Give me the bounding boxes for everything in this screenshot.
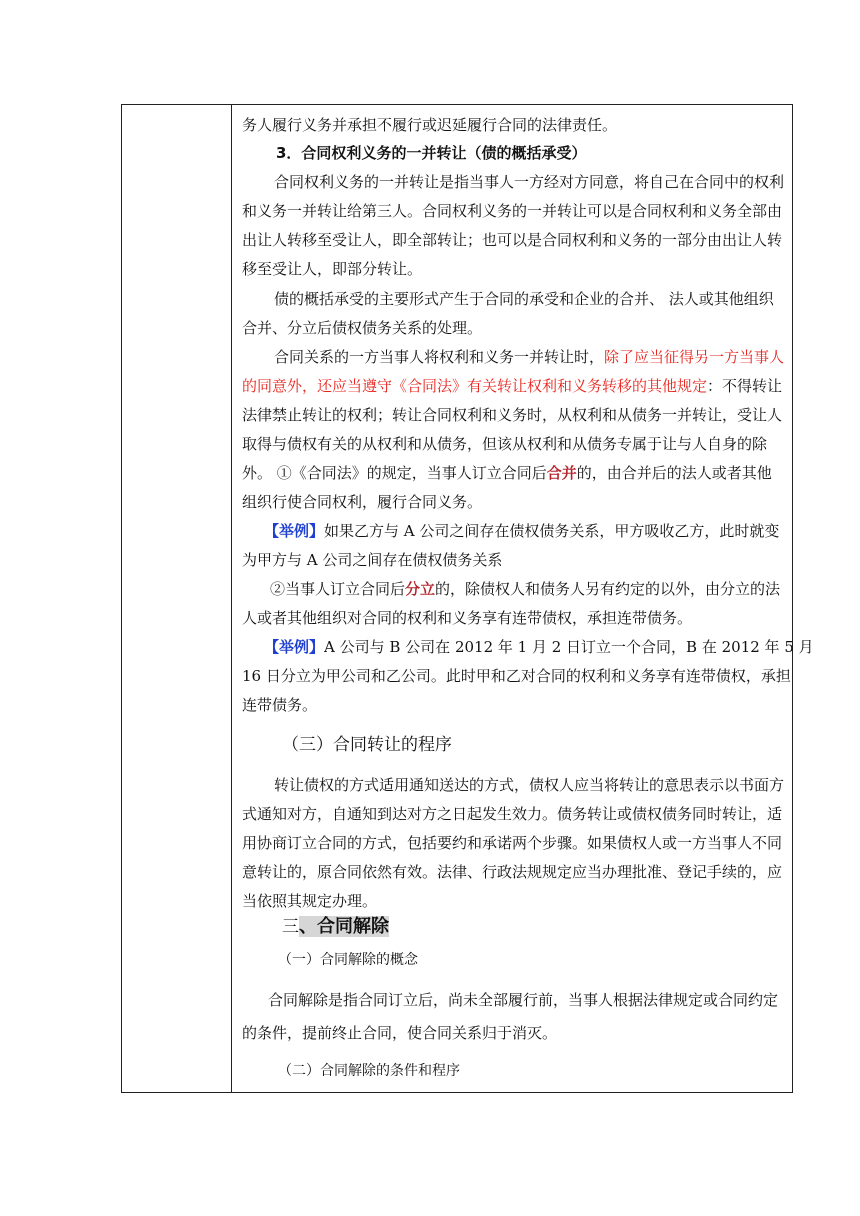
chapter-number: 三	[282, 917, 299, 937]
text-line: 和义务一并转让给第三人。合同权利义务的一并转让可以是合同权利和义务全部由	[242, 202, 783, 220]
subheading: （一）合同解除的概念	[278, 952, 418, 968]
text-line: 式通知对方，自通知到达对方之日起发生效力。债务转让或债权债务同时转让，适	[242, 805, 783, 823]
text-line: 合同解除是指合同订立后，尚未全部履行前，当事人根据法律规定或合同约定	[268, 991, 779, 1009]
text-line	[274, 347, 784, 367]
text-line: 合并、分立后债权债务关系的处理。	[242, 319, 483, 337]
text-line: 当依照其规定办理。	[242, 892, 378, 910]
text-line: 意转让的，原合同依然有效。法律、行政法规规定应当办理批准、登记手续的，应	[242, 863, 783, 881]
chapter-heading	[282, 915, 389, 939]
subheading: （二）合同解除的条件和程序	[278, 1063, 460, 1079]
text-run: 的，由合并后的法人或者其他	[576, 464, 772, 482]
text-line: 法律禁止转让的权利；转让合同权利和义务时，从权利和从债务一并转让，受让人	[242, 406, 783, 424]
subheading-3: 3．合同权利义务的一并转让（债的概括承受）	[276, 144, 587, 162]
text-line: 的条件，提前终止合同，使合同关系归于消灭。	[242, 1024, 558, 1042]
highlighted-text: 的同意外，还应当遵守《合同法》有关转让权利和义务转移的其他规定	[242, 377, 708, 395]
emphasis-text: 合并	[546, 464, 577, 482]
text-run: ：不得转让	[707, 377, 783, 395]
text-line: 出让人转移至受让人，即全部转让；也可以是合同权利和义务的一部分由出让人转	[242, 231, 783, 249]
text-line: 债的概括承受的主要形式产生于合同的承受和企业的合并、 法人或其他组织	[274, 290, 774, 308]
text-run: 的，除债权人和债务人另有约定的以外，由分立的法	[435, 580, 781, 598]
text-line: 连带债务。	[242, 696, 318, 714]
text-run: 如果乙方与 A 公司之间存在债权债务关系，甲方吸收乙方，此时就变	[324, 522, 780, 540]
text-line	[242, 463, 772, 483]
text-line: 组织行使合同权利，履行合同义务。	[242, 493, 483, 511]
content-table	[121, 104, 814, 1093]
text-run: 外。 ①《合同法》的规定，当事人订立合同后	[242, 464, 547, 482]
text-line: 移至受让人，即部分转让。	[242, 260, 423, 278]
highlighted-text: 除了应当征得另一方当事人	[604, 348, 785, 366]
text-line: 用协商订立合同的方式，包括要约和承诺两个步骤。如果债权人或一方当事人不同	[242, 834, 783, 852]
example-tag: 【举例】	[264, 522, 325, 540]
text-run: 合同关系的一方当事人将权利和义务一并转让时，	[274, 348, 605, 366]
text-line: 人或者其他组织对合同的权利和义务享有连带债权，承担连带债务。	[242, 609, 693, 627]
text-line: 为甲方与 A 公司之间存在债权债务关系	[242, 551, 503, 569]
text-run: ②当事人订立合同后	[270, 580, 406, 598]
text-run: A 公司与 B 公司在 2012 年 1 月 2 日订立一个合同，B 在 2012 年 5 月	[324, 638, 814, 656]
example-line	[264, 521, 779, 541]
example-line	[264, 637, 814, 657]
text-line: 转让债权的方式适用通知送达的方式，债权人应当将转让的意思表示以书面方	[274, 776, 785, 794]
emphasis-text: 分立	[405, 580, 436, 598]
text-line: 合同权利义务的一并转让是指当事人一方经对方同意，将自己在合同中的权利	[274, 173, 785, 191]
text-line: 务人履行义务并承担不履行或迟延履行合同的法律责任。	[242, 116, 618, 134]
text-line: 取得与债权有关的从权利和从债务，但该从权利和从债务专属于让与人自身的除	[242, 435, 768, 453]
text-line	[270, 579, 780, 599]
text-line: 16 日分立为甲公司和乙公司。此时甲和乙对合同的权利和义务享有连带债权，承担	[242, 667, 791, 685]
text-line	[242, 376, 782, 396]
section-heading: （三）合同转让的程序	[282, 735, 452, 755]
chapter-title: 、合同解除	[299, 916, 389, 937]
column-divider	[231, 105, 232, 1092]
example-tag: 【举例】	[264, 638, 325, 656]
